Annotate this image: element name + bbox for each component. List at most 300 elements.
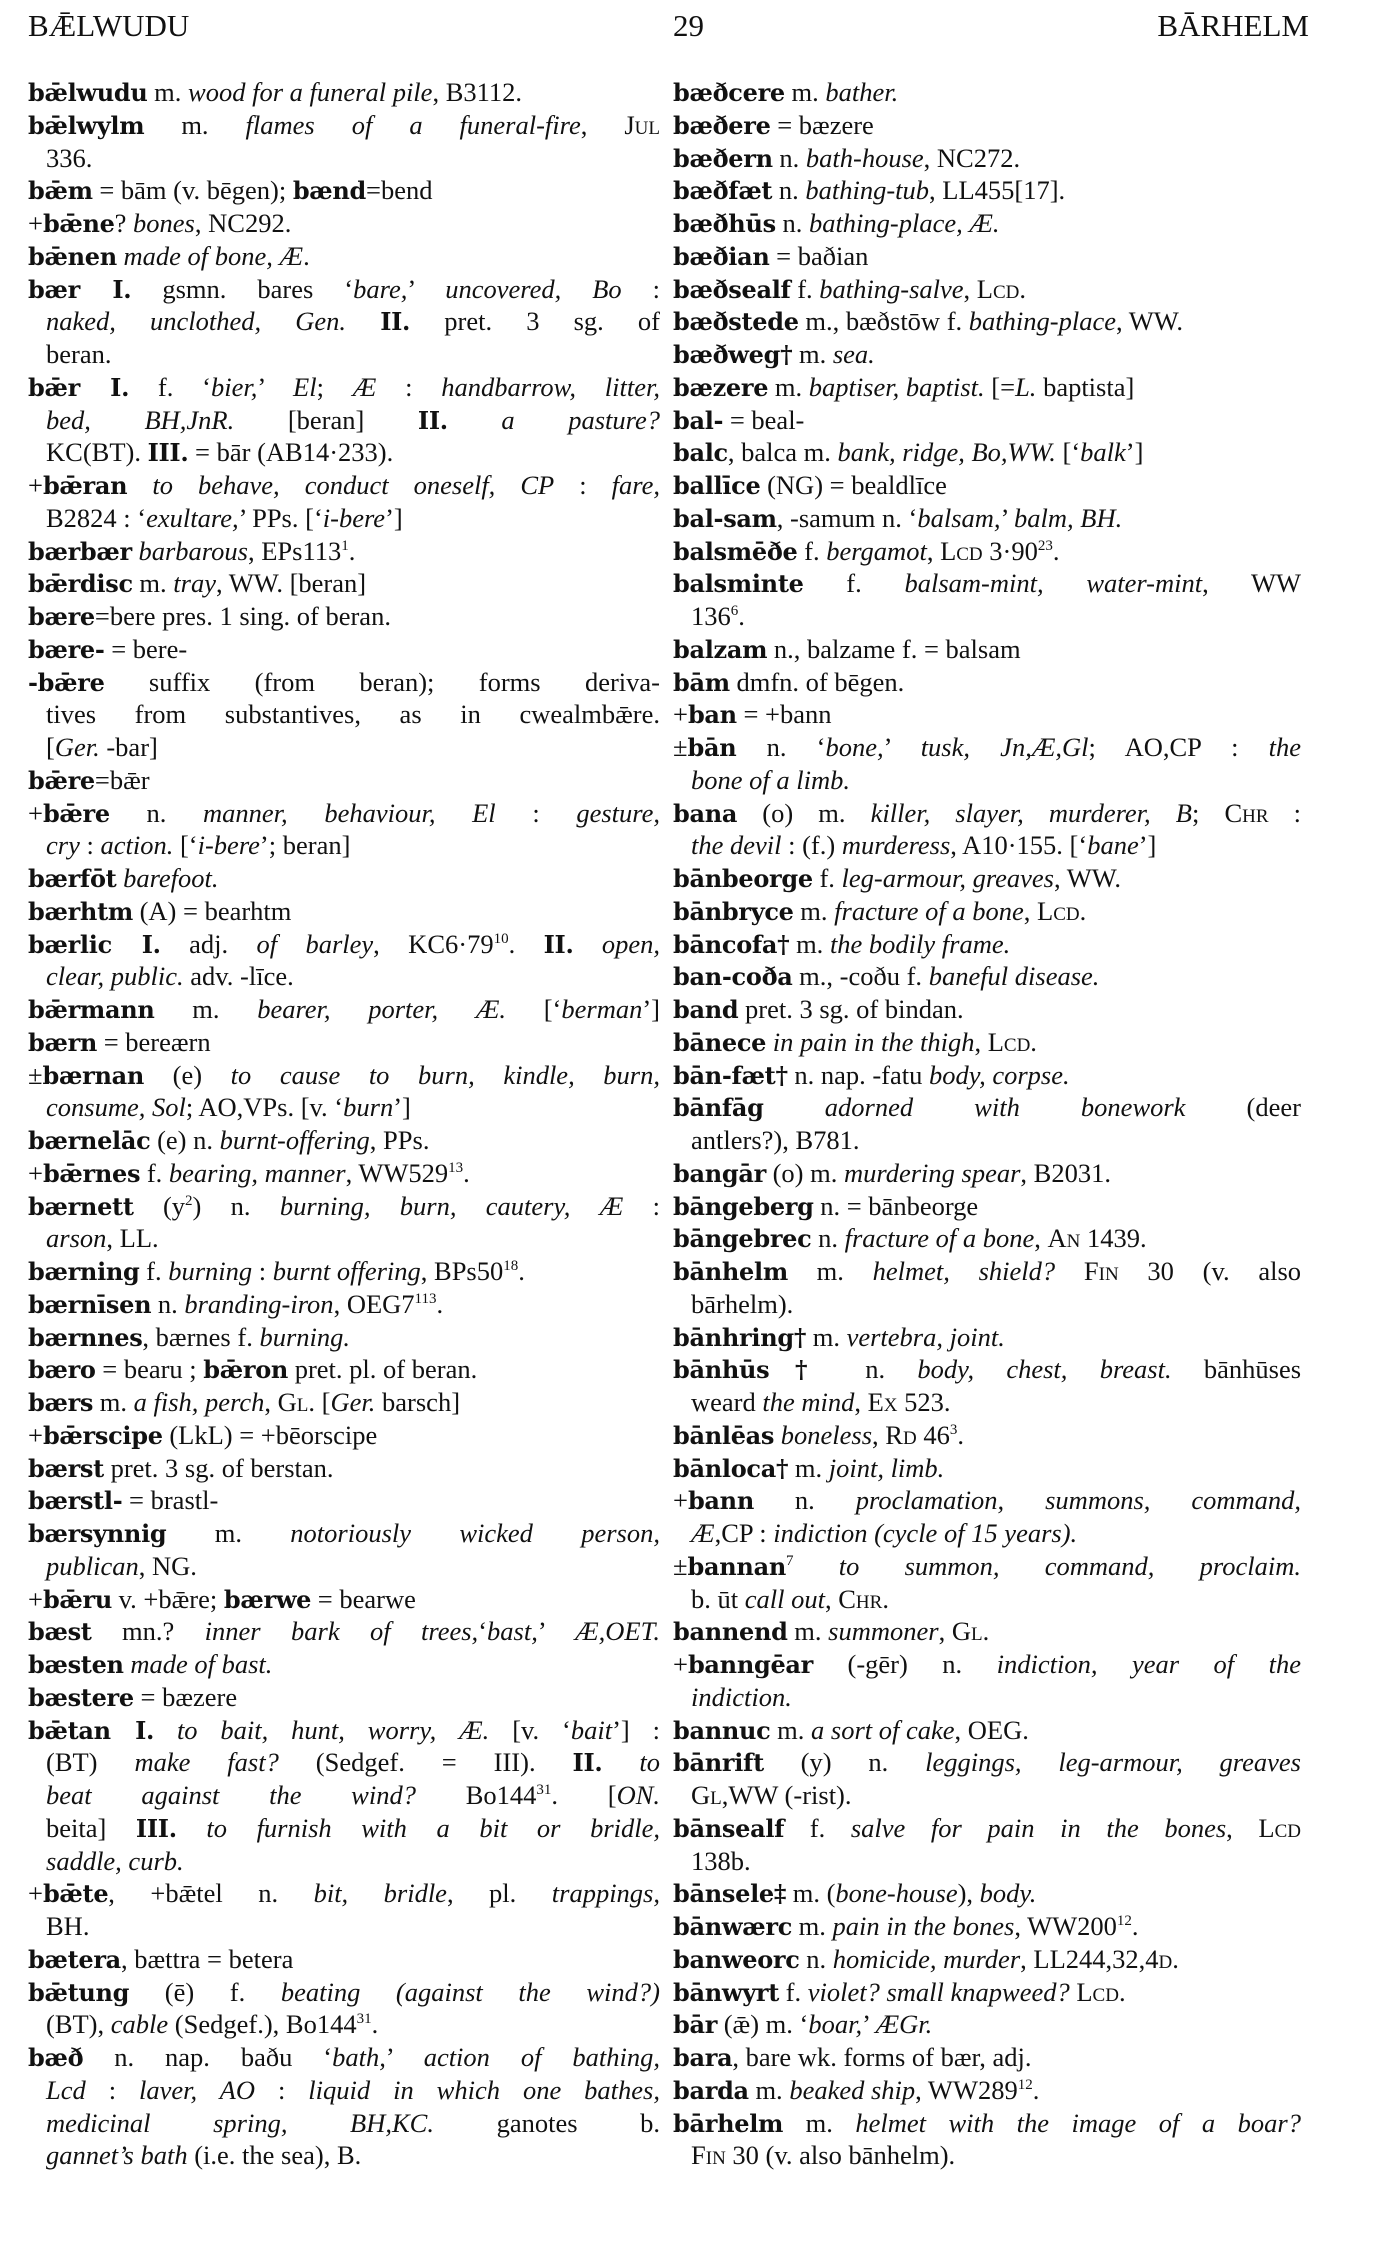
italic-gloss: ÆGr. [875,2009,933,2040]
headword: bannan [687,1551,786,1581]
entry-line [28,567,660,600]
italic-gloss: beaked ship [789,2074,916,2105]
headword: bæðfæt [673,176,773,206]
italic-gloss: leg-armour, greaves [841,863,1054,893]
text: f. [803,568,905,599]
headword: bæðere [673,110,771,140]
text: (o) m. [765,1157,844,1188]
italic-gloss: bed, BH,JnR. [46,404,235,435]
headword: bānhūs† [673,1355,833,1385]
entry-continuation-line [28,1222,660,1255]
italic-gloss: violet? small knapweed? [807,1976,1070,2007]
small-caps-source: Lcd [1258,1812,1301,1843]
headword: bær I. [28,274,132,304]
italic-gloss: bathing-place [968,306,1116,337]
italic-gloss: balk [1080,437,1126,468]
italic-gloss: the bodily frame. [829,928,1011,959]
text: f. [779,1976,808,2007]
entry-line [673,2107,1301,2140]
headword: bærwe [223,1584,312,1614]
text: ± [673,1550,688,1581]
entry-line [28,1288,660,1321]
entry-line [28,76,660,109]
text [574,929,602,959]
headword: balzam [673,634,768,664]
text: m. [788,1452,829,1483]
italic-gloss: indiction (cycle of 15 years). [773,1518,1078,1548]
entry-line [28,2041,660,2074]
italic-gloss: exultare, [146,502,239,533]
italic-gloss: L. [1015,371,1037,402]
text: , WW529 [345,1157,449,1188]
text: f. [139,1256,169,1286]
small-caps-source: Gl [951,1616,983,1647]
text: m. [144,109,246,140]
italic-gloss: to cause to burn, kindle, burn, [230,1059,660,1090]
text: . [1052,535,1060,566]
text [793,1551,838,1581]
italic-gloss: to bait, hunt, worry, Æ. [176,1714,490,1745]
text: baptista] [1036,371,1135,402]
text: , B2031. [1020,1157,1111,1188]
text: m. [784,77,826,107]
entry-line [673,1353,1301,1386]
italic-gloss: bank, ridge, Bo,WW. [837,437,1056,468]
entry-line [28,469,660,502]
text: f. [140,1157,169,1188]
headword: -bǣre [28,667,105,697]
headword: banweorc [673,1944,800,1974]
entry-line [28,1026,660,1059]
headword: ban-coða [673,962,793,992]
italic-gloss: bones [133,208,195,238]
headword: bǣr I. [28,372,130,402]
headword: bærning [28,1257,140,1286]
text: : [623,1190,660,1221]
text: + [28,1157,43,1188]
entry-line [28,1059,660,1092]
entry-line [28,207,660,240]
text: ; [1191,797,1225,828]
text: BH. [46,1911,90,1941]
headword: bǣm [28,176,93,206]
headword: balsmēðe [673,536,798,566]
italic-gloss: burning. [259,1321,351,1352]
italic-gloss: trappings, [551,1878,660,1909]
entry-line [28,633,660,666]
entry-continuation-line [28,1091,660,1124]
italic-gloss: joint, limb. [828,1452,945,1483]
text: m. [792,339,833,369]
italic-gloss: baneful disease. [928,961,1100,992]
italic-gloss: boar, [808,2009,863,2040]
text: [‘ [173,830,198,861]
italic-gloss: bathing-tub [805,175,930,206]
headword: bærst [28,1453,104,1483]
headword: bæð [28,2043,84,2072]
text: . [463,1157,470,1188]
italic-gloss: wood for a funeral pile [188,77,433,107]
entry-line [28,993,660,1026]
headword: banngēar [687,1650,814,1679]
text: ; [316,371,353,402]
headword: bǣrmann [28,995,155,1024]
headword: bāncofa† [673,929,790,959]
text: + [28,1878,43,1909]
italic-gloss: laver, AO [139,2074,255,2105]
text: mn.? [91,1616,205,1647]
entry-line [673,535,1301,568]
text: n. [799,1943,833,1974]
italic-gloss: in pain in the thigh [772,1026,975,1057]
text: . [957,1419,964,1450]
text: , OEG. [954,1714,1029,1745]
text [766,1027,773,1057]
text: adj. [160,928,257,959]
text: 523. [897,1387,951,1417]
entry-line [673,2041,1301,2074]
text: , WW. [1115,306,1183,337]
italic-gloss: bone of a limb. [691,764,850,795]
text: n. [772,175,806,206]
text: m. [792,1911,833,1941]
entry-line [673,174,1301,207]
italic-gloss: murdering spear [843,1157,1021,1188]
text: , B3112. [432,77,523,107]
text: . [1032,2074,1040,2105]
text: . [982,1616,990,1647]
italic-gloss: beat against the wind? [46,1780,416,1810]
text: dmfn. of bēgen. [729,666,905,697]
headword: bānhring† [673,1322,807,1352]
text: . [508,928,544,959]
text: = bæzere [133,1681,238,1712]
headword: bān [687,733,737,762]
text: pret. 3 sg. of bindan. [738,994,964,1024]
italic-gloss: body, corpse. [929,1059,1070,1090]
headword: III. [147,438,189,468]
headword: bærhtm [28,896,133,926]
header-first-headword: BǢLWUDU [28,8,190,43]
text: . [348,535,356,566]
entry-line [673,862,1301,895]
entry-line [28,600,660,633]
headword: bæro [28,1355,96,1385]
entry-continuation-line [673,1681,1301,1714]
text: . [518,1256,525,1286]
text: ’; beran] [259,830,351,861]
text: , [974,1026,988,1057]
entry-line [673,928,1301,961]
italic-gloss: Æ [691,1518,715,1548]
text: , [938,1616,952,1647]
text: (deer [1185,1092,1301,1123]
entry-line [28,174,660,207]
text: ,CP : [714,1518,774,1548]
text: m., bæðstōw f. [798,306,969,337]
text: = bæzere [770,109,874,140]
entry-line [28,928,660,961]
text: (A) = bearhtm [132,895,292,926]
page-number: 29 [673,8,704,43]
headword: barda [673,2075,749,2105]
entry-line [28,273,660,306]
text: , [1023,895,1038,926]
entry-continuation-line [28,142,660,175]
entry-line [673,2008,1301,2041]
entry-line [673,1648,1301,1681]
text: , balca m. [727,437,838,468]
italic-gloss: salve for pain in the bones [850,1812,1227,1843]
text: ), [957,1878,980,1909]
text: . [ [551,1780,617,1810]
headword: bǣre [28,765,95,795]
text: : [1268,797,1301,828]
text: . [436,1288,444,1319]
text: pret. pl. of beran. [288,1354,478,1385]
italic-gloss: Ger. [54,732,100,762]
entry-line [673,1222,1301,1255]
text: + [28,797,43,828]
headword: bana [673,798,738,828]
text: . [371,2009,379,2040]
text [127,470,152,500]
entry-continuation-line [673,829,1301,862]
superscript: 113 [414,1290,437,1307]
entry-line [673,338,1301,371]
text: . [303,240,310,271]
italic-gloss: fracture of a bone [844,1223,1035,1254]
italic-gloss: the [1268,732,1301,762]
headword: bānbryce [673,896,794,926]
headword: bǣru [42,1584,113,1614]
text: ’ [257,371,294,402]
entry-line [673,404,1301,437]
text: , WW [1202,568,1301,599]
italic-gloss: to behave, conduct oneself, CP [152,470,555,500]
italic-gloss: handbarrow, litter, [441,371,660,402]
text: , [1226,1812,1259,1843]
text: n. [832,1354,918,1385]
text: [‘ [1055,437,1081,468]
text: antlers?), B781. [691,1125,860,1155]
italic-gloss: bast, [487,1616,538,1647]
headword: bānwærc [673,1912,793,1941]
entry-line [28,1321,660,1354]
headword: bæstere [28,1682,134,1712]
text: m. ( [786,1878,836,1909]
small-caps-source: Rd [885,1419,917,1450]
small-caps-source: Lcd [976,273,1020,304]
text: = bearwe [311,1583,416,1614]
italic-gloss: helmet, shield? [872,1256,1056,1286]
text: 3·90 [982,535,1038,566]
text: . [1131,1911,1139,1941]
headword: bǣron [203,1355,289,1385]
entry-line [28,797,660,830]
entry-line [673,797,1301,830]
superscript: 6 [730,603,739,619]
text [602,1747,639,1777]
italic-gloss: bare, [353,273,408,304]
text: , A10·155. [‘ [950,830,1088,861]
text: b. ūt [691,1583,745,1614]
text: n. ‘ [736,732,826,762]
italic-gloss: medicinal spring, BH,KC. [46,2107,434,2138]
superscript: 1 [341,537,349,554]
headword: II. [380,307,411,337]
entry-line [28,1419,660,1452]
italic-gloss: bath, [332,2042,386,2072]
text: . [ [308,1387,331,1417]
text: v. +bǣre; [112,1583,224,1614]
entry-continuation-line [28,829,660,862]
text: , WW. [1054,863,1121,893]
header-last-headword: BĀRHELM [1157,8,1309,43]
text: : (f.) [781,830,842,861]
italic-gloss: uncovered, Bo [445,273,622,304]
italic-gloss: arson [46,1223,107,1254]
italic-gloss: open, [601,928,660,959]
italic-gloss: action of bathing, [423,2042,660,2072]
entry-line [673,76,1301,109]
headword: bal- [673,405,724,435]
italic-gloss: barbarous [138,535,248,566]
text: , WW289 [915,2074,1018,2105]
text: = bearu ; [95,1354,204,1385]
italic-gloss: publican [46,1550,139,1581]
text: 30 (v. also bānhelm). [725,2140,956,2171]
headword: bærstl- [28,1486,123,1516]
italic-gloss: homicide, murder [832,1943,1021,1974]
text: barsch] [375,1387,461,1417]
italic-gloss: burnt-offering [219,1125,370,1155]
entry-line [28,1353,660,1386]
entry-line [673,1091,1301,1124]
headword: ballīce [673,471,761,500]
text: + [28,208,43,238]
text: ± [28,1059,43,1090]
entry-line [28,1877,660,1910]
italic-gloss: beating (against the wind?) [280,1976,660,2007]
text: , NG. [138,1550,197,1581]
entry-line [28,1976,660,2009]
entry-line [673,1714,1301,1747]
entry-continuation-line [673,1845,1301,1878]
headword: bal-sam [673,503,777,533]
text: ’] [642,994,660,1024]
headword: II. [417,405,448,435]
text: . [1079,895,1087,926]
text: n. [811,1223,845,1254]
text: (o) m. [737,797,871,828]
italic-gloss: ON. [616,1780,660,1810]
headword: bæsten [28,1650,124,1679]
italic-gloss: bit, bridle [313,1878,447,1909]
text: ’ [1000,502,1015,533]
text: m. [770,1714,811,1745]
italic-gloss: bearer, porter, Æ. [257,994,507,1024]
headword: bæðian [673,241,770,271]
headword: balsminte [673,569,804,599]
entry-line [28,109,660,142]
text: n. [109,797,204,828]
italic-gloss: boneless [780,1419,873,1450]
headword: bǣre [42,798,110,828]
entry-continuation-line [28,305,660,338]
text: 138b. [691,1845,751,1876]
small-caps-source: Lcd [1037,895,1080,926]
italic-gloss: bergamot [826,535,927,566]
italic-gloss: body. [979,1878,1037,1909]
entry-continuation-line [673,1583,1301,1616]
text: . [882,1583,889,1614]
text: , PPs. [369,1125,430,1155]
entry-line [673,240,1301,273]
text: . [738,601,745,631]
text: n. nap. baðu ‘ [83,2042,333,2072]
text: , -samum n. ‘ [776,502,918,533]
entry-continuation-line [28,1845,660,1878]
entry-continuation-line [673,1779,1301,1812]
italic-gloss: make fast? [134,1747,279,1778]
text: ’] [1125,437,1144,468]
italic-gloss: proclamation, summons, command, [855,1485,1301,1516]
entry-line [28,895,660,928]
text: (NG) = bealdlīce [760,470,947,500]
italic-gloss: fare, [611,470,660,500]
headword: bǣtung [28,1977,130,2007]
text: n. = bānbeorge [813,1190,979,1221]
entry-line [28,535,660,568]
text: : [621,273,660,304]
text: , WW. [beran] [215,568,367,599]
entry-line [673,1812,1301,1845]
text: ‘ [478,1616,488,1647]
italic-gloss: balsam, [917,502,1001,533]
headword: bærbær [28,536,132,566]
headword: bānrift [673,1748,764,1778]
italic-gloss: balm, BH. [1014,502,1123,533]
entry-line [673,1484,1301,1517]
italic-gloss: El [293,371,317,402]
text: f. [790,273,820,304]
italic-gloss: killer, slayer, murderer, B [870,797,1192,828]
text: 30 (v. also [1118,1256,1301,1286]
text: + [28,1419,43,1450]
text: pret. 3 sg. of [410,306,660,337]
italic-gloss: to summon, command, proclaim. [838,1550,1301,1581]
text: suffix (from beran); forms deriva- [104,666,660,697]
text: , [963,273,977,304]
italic-gloss: summoner [828,1616,939,1647]
text: = bām (v. bēgen); [92,175,293,206]
headword: bæzere [673,372,769,402]
italic-gloss: murderess [841,830,951,861]
entry-continuation-line [673,764,1301,797]
entry-line [673,1321,1301,1354]
entry-continuation-line [673,1517,1301,1550]
small-caps-source: Gl [691,1780,722,1810]
headword: bangār [673,1158,766,1188]
text: , [824,1583,839,1614]
italic-gloss: bone, [825,732,884,762]
italic-gloss: bone-house [835,1878,958,1909]
small-caps-source: Fin [1083,1256,1119,1286]
entry-line [673,1615,1301,1648]
text: , [580,109,625,140]
headword: bām [673,667,730,697]
